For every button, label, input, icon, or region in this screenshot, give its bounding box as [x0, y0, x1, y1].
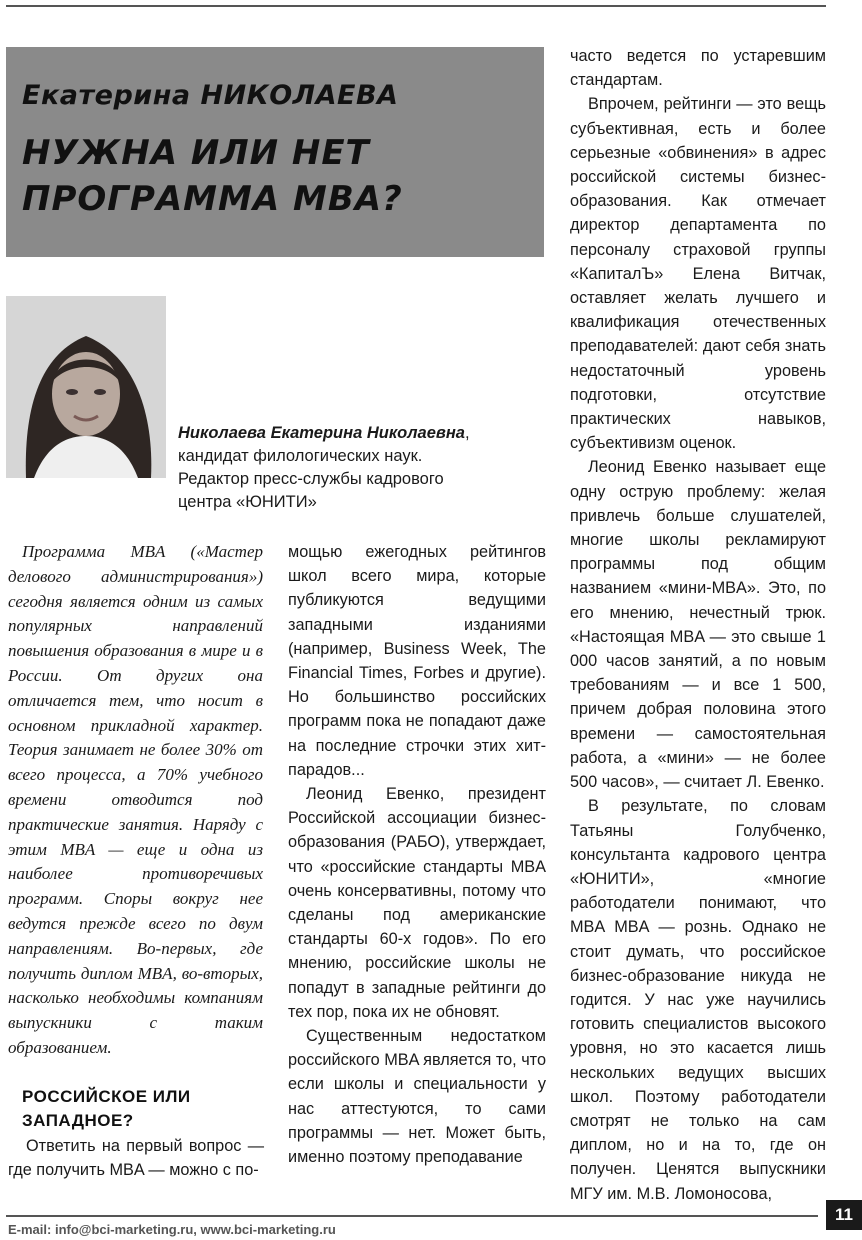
title-line-2: ПРОГРАММА MBA?: [22, 179, 403, 219]
paragraph: Леонид Евенко называет еще одну острую проблему: желая привлечь больше слушателей, многие школы рекламируют программы под общим названием «мини-MBA». Это, по его мнению, нечестный трюк. «Настоящая MBA — это свыше 1 000 часов занятий, а по новым требованиям — и все 1 500, причем добрая половина этого времени — самостоятельная работа, а «мини» — не более 500 часов», — считает Л. Евенко.: [570, 458, 826, 792]
paragraph: часто ведется по устаревшим стандартам.: [570, 47, 826, 90]
paragraph: мощью ежегодных рейтингов школ всего мира, которые публикуются ведущими западными изданиями (например, Business Week, The Financial Times, Forbes и другие). Но большинство российских программ пока не попадают даже на последние строчки этих хит-парадов...: [288, 543, 546, 779]
column-2-body: [288, 540, 546, 1169]
section-heading: РОССИЙСКОЕ ИЛИ ЗАПАДНОЕ?: [22, 1087, 191, 1130]
article-title: [22, 130, 403, 222]
author-name: Екатерина НИКОЛАЕВА: [22, 80, 399, 111]
top-rule: [6, 5, 826, 7]
bottom-rule: [6, 1215, 818, 1217]
intro-paragraph: Программа MBA («Мастер делового администрирования») сегодня является одним из самых популярных направлений повышения образования в мире и в России. От других она отличается тем, что носит в основном прикладной характер. Теория занимает не более 30% от всего процесса, а 70% учебного времени отводится под практические занятия. Наряду с этим MBA — еще и одна из наиболее противоречивых программ. Споры вокруг нее ведутся прежде всего по двум направлениям. Во-первых, где получить диплом MBA, во-вторых, насколько необходимы компаниям выпускники с таким образованием.: [8, 542, 263, 1057]
portrait-image: [6, 296, 166, 478]
bio-line-1: кандидат филологических наук.: [178, 447, 423, 465]
author-photo: [6, 296, 166, 478]
paragraph: В результате, по словам Татьяны Голубченко, консультанта кадрового центра «ЮНИТИ», «многие работодатели понимают, что MBA MBA — рознь. Однако не стоит думать, что российское бизнес-образование никуда не годится. У нас уже научились готовить специалистов высокого уровня, но это касается лишь нескольких ведущих высших школ. Поэтому работодатели смотрят не только на сам диплом, но и на то, где он получен. Ценятся выпускники МГУ им. М.В. Ломоносова,: [570, 797, 826, 1203]
paragraph: Леонид Евенко, президент Российской ассоциации бизнес-образования (РАБО), утверждает, что «российские стандарты MBA очень консервативны, потому что сделаны под американские стандарты 60-х годов». По его мнению, российские школы не попадут в западные рейтинги до тех пор, пока их не обновят.: [288, 785, 546, 1021]
paragraph: Существенным недостатком российского MBA является то, что если школы и специальности у нас аттестуются, то сами программы — нет. Может быть, именно поэтому преподавание: [288, 1027, 547, 1167]
bio-name: Николаева Екатерина Николаевна: [178, 424, 465, 442]
bio-line-2: Редактор пресс-службы кадрового: [178, 470, 444, 488]
author-bio: Николаева Екатерина Николаевна, кандидат филологических наук. Редактор пресс-службы кадрового центра «ЮНИТИ»: [178, 424, 470, 511]
column-1-body: [8, 1134, 264, 1182]
title-line-1: НУЖНА ИЛИ НЕТ: [22, 133, 370, 173]
paragraph: Впрочем, рейтинги — это вещь субъективная, есть и более серьезные «обвинения» в адрес российской системы бизнес-образования. Как отмечает директор департамента по персоналу страховой группы «КапиталЪ» Елена Витчак, оставляет желать лучшего и квалификация отечественных преподавателей: дают себя знать недостаточный уровень подготовки, отсутствие практических навыков, субъективизм оценок.: [570, 95, 826, 453]
column-3-body: [570, 44, 826, 1206]
page-number: 11: [826, 1200, 862, 1230]
footer-contacts: E-mail: info@bci-marketing.ru, www.bci-marketing.ru: [8, 1222, 336, 1237]
bio-line-3: центра «ЮНИТИ»: [178, 493, 317, 511]
paragraph: Ответить на первый вопрос — где получить MBA — можно с по-: [8, 1137, 264, 1180]
